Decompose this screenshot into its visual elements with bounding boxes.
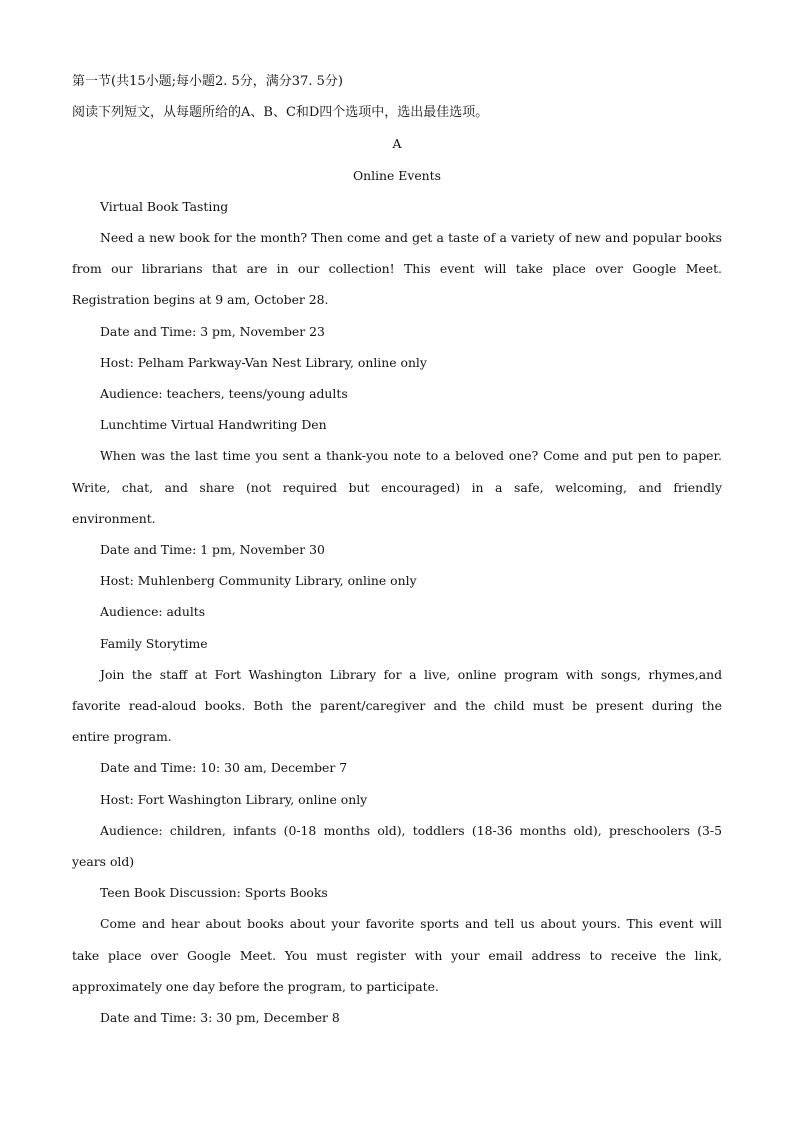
event-date: Date and Time: 1 pm, November 30: [100, 542, 325, 558]
event-title: Teen Book Discussion: Sports Books: [100, 885, 328, 901]
event-audience: Audience: children, infants (0-18 months old), toddlers (18-36 months old), preschoolers (3-5: [100, 822, 722, 838]
event-date: Date and Time: 3: 30 pm, December 8: [100, 1010, 340, 1026]
event-audience: years old): [72, 854, 135, 870]
event-date: Date and Time: 10: 30 am, December 7: [100, 760, 348, 776]
passage-label: A: [392, 136, 402, 152]
event-description: Come and hear about books about your favorite sports and tell us about yours. This event will: [100, 916, 722, 932]
event-title: Family Storytime: [100, 635, 208, 651]
event-host: Host: Pelham Parkway-Van Nest Library, online only: [100, 354, 427, 370]
event-description: When was the last time you sent a thank-you note to a beloved one? Come and put pen to paper.: [100, 448, 722, 464]
event-host: Host: Muhlenberg Community Library, online only: [100, 573, 417, 589]
passage-title: Online Events: [352, 167, 441, 183]
section-header: 第一节(共15小题;每小题2. 5分，满分37. 5分): [72, 74, 343, 89]
event-host: Host: Fort Washington Library, online only: [100, 791, 368, 807]
event-date: Date and Time: 3 pm, November 23: [100, 323, 325, 339]
event-description: from our librarians that are in our collection! This event will take place over Google Meet.: [72, 261, 722, 277]
event-title: Virtual Book Tasting: [100, 198, 229, 214]
event-description: entire program.: [72, 729, 172, 745]
event-audience: Audience: teachers, teens/young adults: [100, 386, 348, 402]
event-description: take place over Google Meet. You must register with your email address to receive the link,: [72, 947, 722, 963]
event-title: Lunchtime Virtual Handwriting Den: [100, 417, 327, 433]
event-description: Join the staff at Fort Washington Library for a live, online program with songs, rhymes,and: [100, 666, 722, 682]
event-description: favorite read-aloud books. Both the parent/caregiver and the child must be present during the: [72, 698, 722, 714]
event-description: Need a new book for the month? Then come and get a taste of a variety of new and popular books: [100, 230, 722, 246]
event-audience: Audience: adults: [100, 604, 206, 620]
instructions: 阅读下列短文，从每题所给的A、B、C和D四个选项中，选出最佳选项。: [72, 105, 489, 121]
event-description: Registration begins at 9 am, October 28.: [72, 292, 329, 308]
event-description: environment.: [72, 510, 156, 526]
document-page: [72, 66, 722, 1033]
event-description: Write, chat, and share (not required but encouraged) in a safe, welcoming, and friendly: [72, 479, 722, 495]
event-description: approximately one day before the program, to participate.: [72, 978, 439, 994]
